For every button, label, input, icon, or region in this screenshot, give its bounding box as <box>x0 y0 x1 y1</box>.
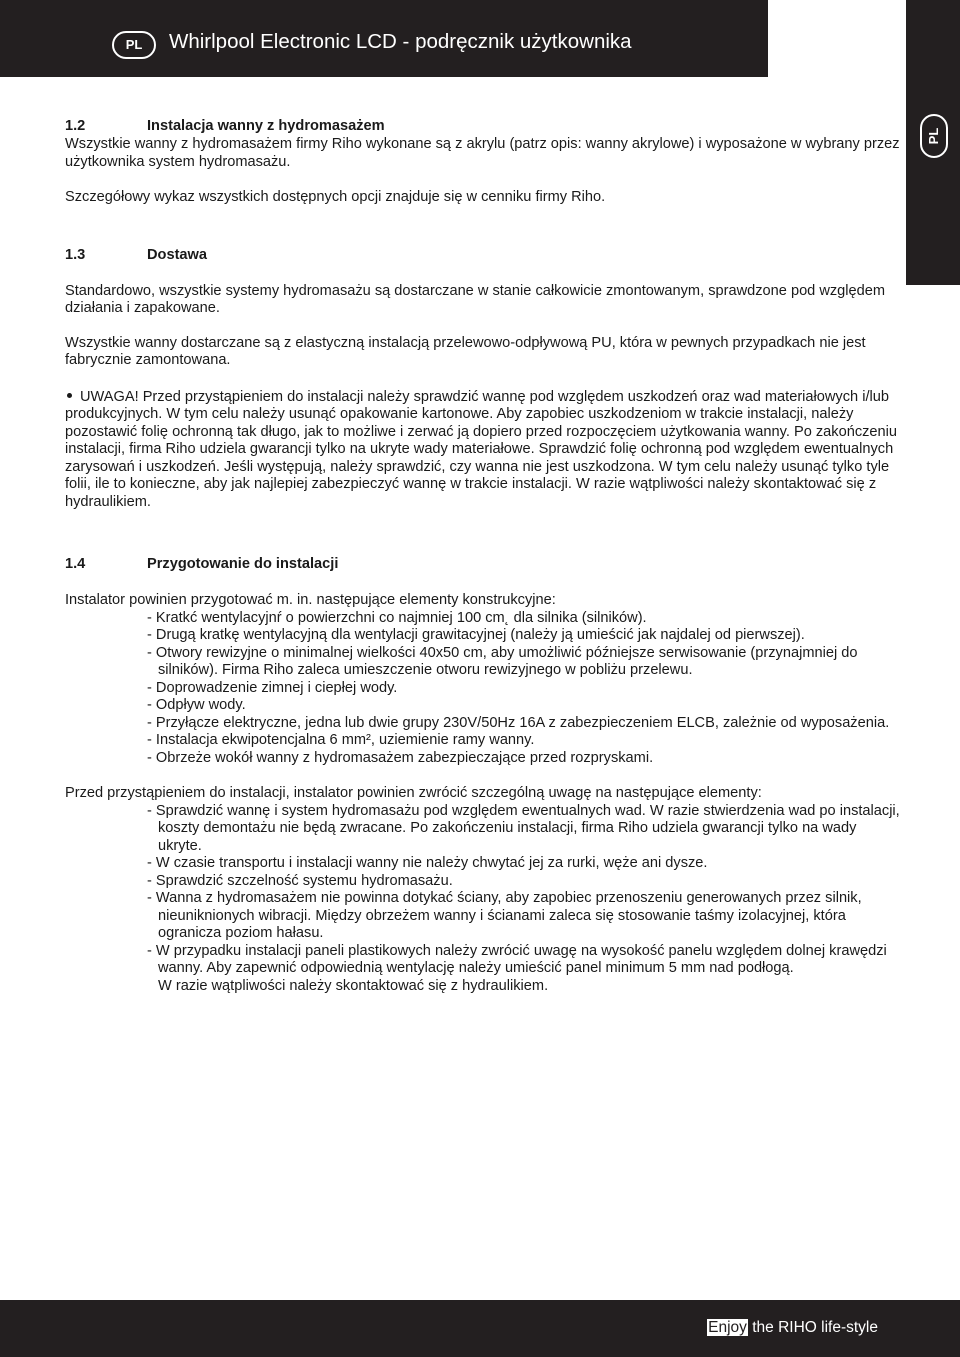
section-title: Instalacja wanny z hydromasażem <box>147 118 385 134</box>
language-side-tab <box>906 0 960 285</box>
bullet-icon <box>67 393 72 398</box>
paragraph: Wszystkie wanny z hydromasażem firmy Riho wykonane są z akrylu (patrz opis: wanny akrylowe) i wyposażone w wybrany przez użytkownika system hydromasażu. <box>65 136 900 170</box>
list-item: - Przyłącze elektryczne, jedna lub dwie grupy 230V/50Hz 16A z zabezpieczeniem ELCB, zależnie od wyposażenia. <box>147 714 890 731</box>
requirements-list <box>65 610 901 768</box>
list-item: - W czasie transportu i instalacji wanny nie należy chwytać jej za rurki, węże ani dysze. <box>147 855 708 871</box>
list-item: - Otwory rewizyjne o minimalnej wielkości 40x50 cm, aby umożliwić późniejsze serwisowanie (przynajmniej do silników). Firma Riho zaleca umieszczenie otworu rewizyjnego w pobliżu przelewu. <box>147 644 858 678</box>
list-item: - Kratkć wentylacyjnŕ o powierzchni co najmniej 100 cm˛ dla silnika (silników). <box>147 609 647 626</box>
list-item: W razie wątpliwości należy skontaktować się z hydraulikiem. <box>158 977 549 994</box>
list-item: - Odpływ wody. <box>147 697 246 713</box>
section-number: 1.2 <box>65 118 86 134</box>
section-number: 1.4 <box>65 556 86 572</box>
language-badge: PL <box>112 31 156 59</box>
list-item: - Wanna z hydromasażem nie powinna dotykać ściany, aby zapobiec przenoszeniu generowanych przez silnik, nieuniknionych wibracji. Między obrzeżem wanny i ścianami zaleca się stosowanie taśmy izolacyjnej, która ogranicza poziom hałasu. <box>147 890 862 941</box>
paragraph: Szczegółowy wykaz wszystkich dostępnych opcji znajduje się w cenniku firmy Riho. <box>65 189 606 205</box>
footer-slogan <box>707 1319 878 1337</box>
warning-text: UWAGA! Przed przystąpieniem do instalacji należy sprawdzić wannę pod względem uszkodzeń oraz wad materiałowych i/lub produkcyjnych. W tym celu należy usunąć opakowanie kartonowe. Aby zapobiec uszkodzeniom w trakcie instalacji, należy pozostawić folię ochronną tak długo, jak to możliwe i zerwać ją dopiero przed rozpoczęciem użytkowania wanny. Po zakończeniu instalacji, firma Riho udziela gwarancji tylko na ukryte wady materiałowe. Sprawdzić folię ochronną pod względem ewentualnych zarysowań i uszkodzeń. Jeśli występują, należy sprawdzić, czy wanna nie jest uszkodzona. W tym celu należy usunąć tylko tyle folii, ile to konieczne, aby jak najlepiej zabezpieczyć wannę w trakcie instalacji. W razie wątpliwości należy skontaktować się z hydraulikiem. <box>65 388 898 510</box>
slogan-rest: the RIHO life-style <box>747 1319 878 1336</box>
side-language-badge: PL <box>920 114 948 158</box>
section-number: 1.3 <box>65 246 86 263</box>
section-title: Przygotowanie do instalacji <box>147 556 339 572</box>
warning-paragraph <box>65 389 901 512</box>
page-header <box>0 0 768 77</box>
paragraph: Wszystkie wanny dostarczane są z elastyczną instalacją przelewowo-odpływową PU, która w pewnych przypadkach nie jest fabrycznie zamontowana. <box>65 334 866 368</box>
list-item: - Sprawdzić wannę i system hydromasażu pod względem ewentualnych wad. W razie stwierdzenia wad po instalacji, koszty demontażu nie będą zwracane. Po zakończeniu instalacji, firma Riho udziela gwarancji tylko na wady ukryte. <box>147 802 900 854</box>
list-item: - W przypadku instalacji paneli plastikowych należy zwrócić uwagę na wysokość panelu względem dolnej krawędzi wanny. Aby zapewnić odpowiednią wentylację należy umieścić panel minimum 5 mm nad podłogą. <box>147 942 887 976</box>
checks-list <box>65 803 901 996</box>
page-footer <box>0 1300 960 1357</box>
section-heading-1-2 <box>65 118 901 136</box>
paragraph: Standardowo, wszystkie systemy hydromasażu są dostarczane w stanie całkowicie zmontowanym, sprawdzone pod względem działania i zapakowane. <box>65 282 886 316</box>
page-content <box>65 118 901 995</box>
list-item: - Sprawdzić szczelność systemu hydromasażu. <box>147 872 453 889</box>
list-item: - Instalacja ekwipotencjalna 6 mm², uziemienie ramy wanny. <box>147 732 535 748</box>
slogan-highlight: Enjoy <box>708 1319 747 1336</box>
paragraph: Przed przystąpieniem do instalacji, instalator powinien zwrócić szczególną uwagę na następujące elementy: <box>65 785 762 801</box>
section-title: Dostawa <box>147 246 208 263</box>
section-heading-1-4 <box>65 556 901 574</box>
section-heading-1-3 <box>65 247 901 265</box>
paragraph: Instalator powinien przygotować m. in. następujące elementy konstrukcyjne: <box>65 592 556 608</box>
list-item: - Drugą kratkę wentylacyjną dla wentylacji grawitacyjnej (należy ją umieścić jak najdalej od pierwszej). <box>147 627 805 643</box>
list-item: - Doprowadzenie zimnej i ciepłej wody. <box>147 679 398 696</box>
document-title: Whirlpool Electronic LCD - podręcznik użytkownika <box>169 30 632 53</box>
list-item: - Obrzeże wokół wanny z hydromasażem zabezpieczające przed rozpryskami. <box>147 749 654 766</box>
